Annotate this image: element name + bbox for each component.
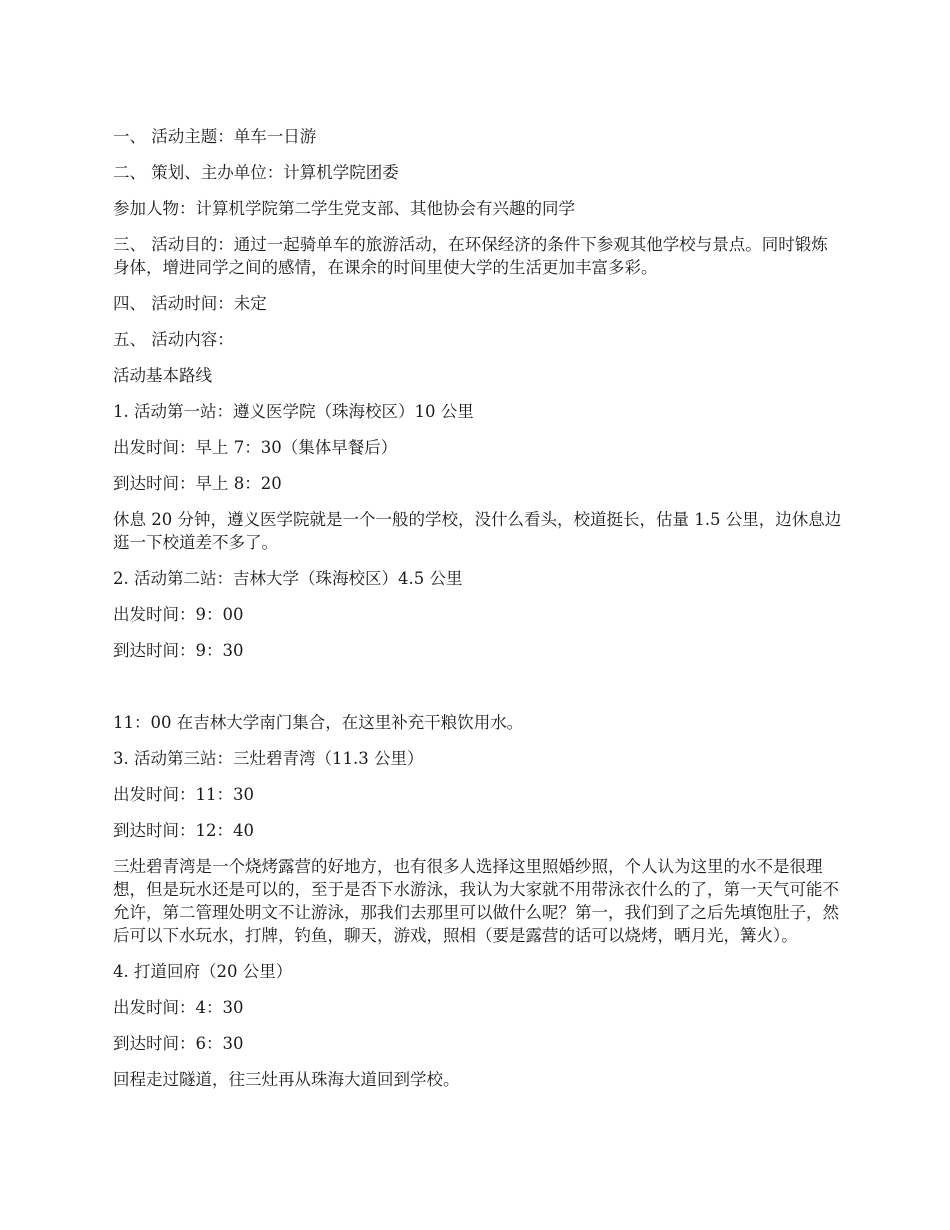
stop-1-departure: 出发时间：早上 7：30（集体早餐后） xyxy=(113,438,398,457)
activity-content-heading: 五、 活动内容： xyxy=(113,330,234,349)
activity-theme: 一、 活动主题：单车一日游 xyxy=(113,127,317,146)
return-arrival: 到达时间：6：30 xyxy=(113,1034,244,1053)
stop-2-gathering: 11：00 在吉林大学南门集合，在这里补充干粮饮用水。 xyxy=(113,713,524,732)
return-route: 回程走过隧道，往三灶再从珠海大道回到学校。 xyxy=(113,1070,460,1089)
stop-3-departure: 出发时间：11：30 xyxy=(113,785,254,804)
route-heading: 活动基本路线 xyxy=(113,366,212,385)
stop-1-title: 1. 活动第一站：遵义医学院（珠海校区）10 公里 xyxy=(113,402,474,421)
stop-2-departure: 出发时间：9：00 xyxy=(113,605,244,624)
activity-purpose: 三、 活动目的：通过一起骑单车的旅游活动，在环保经济的条件下参观其他学校与景点。同时锻炼身体，增进同学之间的感情，在课余的时间里使大学的生活更加丰富多彩。 xyxy=(113,235,828,277)
stop-3-arrival: 到达时间：12：40 xyxy=(113,821,254,840)
document-body xyxy=(113,125,843,1104)
organizer: 二、 策划、主办单位：计算机学院团委 xyxy=(113,163,399,182)
blank-gap xyxy=(113,675,843,711)
stop-3-description: 三灶碧青湾是一个烧烤露营的好地方，也有很多人选择这里照婚纱照，个人认为这里的水不是很理想，但是玩水还是可以的，至于是否下水游泳，我认为大家就不用带泳衣什么的了，第一天气可能不允许，第二管理处明文不让游泳，那我们去那里可以做什么呢？第一，我们到了之后先填饱肚子，然后可以下水玩水，打牌，钓鱼，聊天，游戏，照相（要是露营的话可以烧烤，晒月光，篝火）。 xyxy=(113,857,839,945)
return-departure: 出发时间：4：30 xyxy=(113,998,244,1017)
stop-1-arrival: 到达时间：早上 8：20 xyxy=(113,474,282,493)
stop-1-description: 休息 20 分钟，遵义医学院就是一个一般的学校，没什么看头，校道挺长，估量 1.5 公里，边休息边逛一下校道差不多了。 xyxy=(113,510,842,552)
participants: 参加人物：计算机学院第二学生党支部、其他协会有兴趣的同学 xyxy=(113,199,575,218)
stop-3-title: 3. 活动第三站：三灶碧青湾（11.3 公里） xyxy=(113,749,424,768)
activity-time: 四、 活动时间：未定 xyxy=(113,294,267,313)
return-title: 4. 打道回府（20 公里） xyxy=(113,962,293,981)
stop-2-title: 2. 活动第二站：吉林大学（珠海校区）4.5 公里 xyxy=(113,569,463,588)
stop-2-arrival: 到达时间：9：30 xyxy=(113,641,244,660)
